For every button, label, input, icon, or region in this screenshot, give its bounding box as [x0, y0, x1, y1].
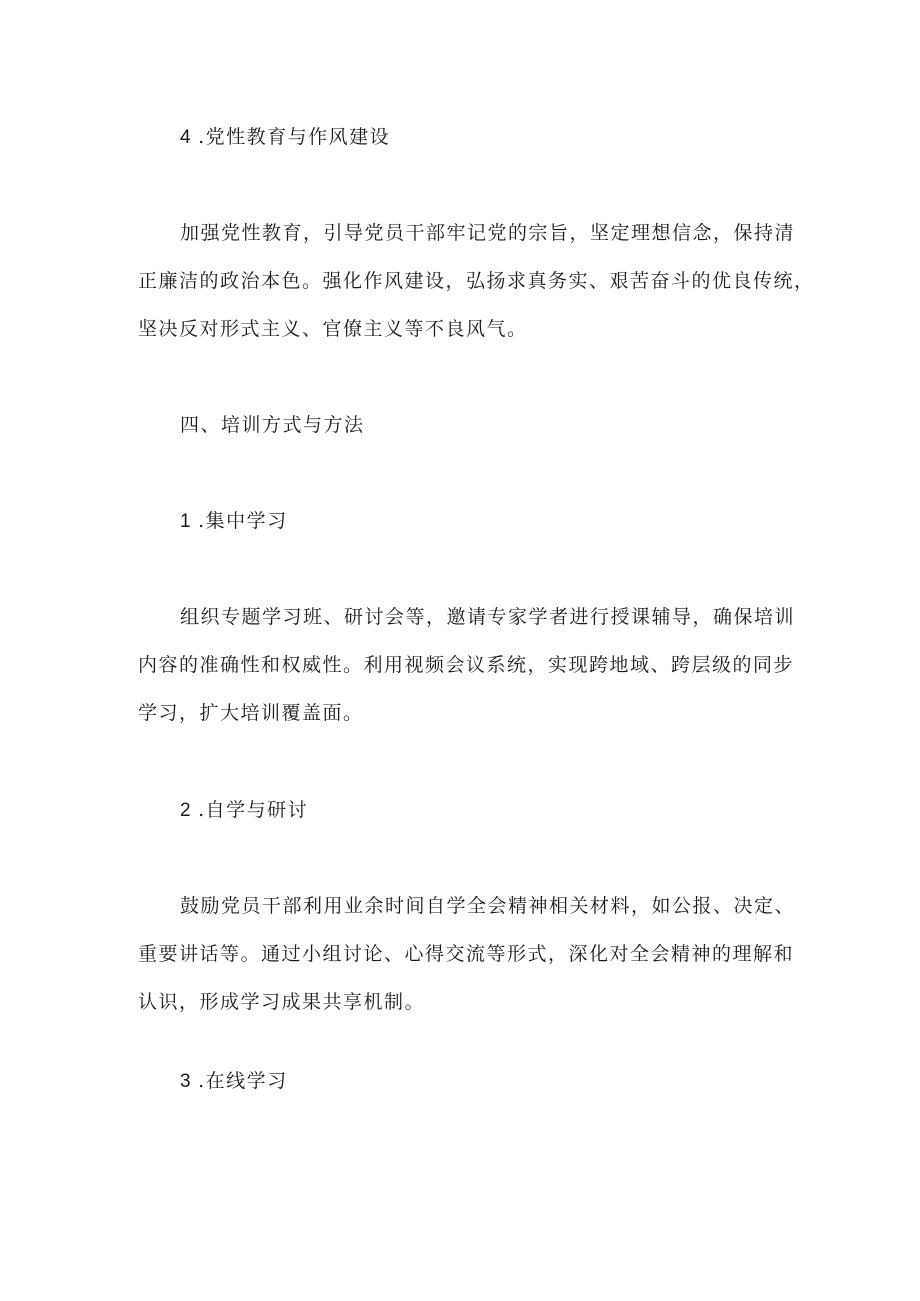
heading-text: .集中学习: [198, 510, 288, 532]
heading-text: .自学与研讨: [198, 799, 309, 821]
heading-number: 4: [180, 127, 191, 148]
section-heading-centralized-study: [180, 498, 830, 545]
paragraph-line: 重要讲话等。通过小组讨论、心得交流等形式，深化对全会精神的理解和: [138, 943, 795, 965]
paragraph-line: 组织专题学习班、研讨会等，邀请专家学者进行授课辅导，确保培训: [180, 606, 796, 628]
paragraph-line: 正廉洁的政治本色。强化作风建设，弘扬求真务实、艰苦奋斗的优良传统，: [138, 270, 815, 292]
heading-text: .在线学习: [198, 1070, 288, 1092]
paragraph-line: 认识，形成学习成果共享机制。: [138, 991, 426, 1013]
chapter-heading-training-methods: [180, 402, 830, 449]
heading-number: 1: [180, 511, 191, 532]
heading-text: .党性教育与作风建设: [198, 126, 391, 148]
section-heading-online-study: [180, 1058, 830, 1105]
heading-number: 2: [180, 800, 191, 821]
paragraph-line: 坚决反对形式主义、官僚主义等不良风气。: [138, 318, 528, 340]
paragraph-line: 鼓励党员干部利用业余时间自学全会精神相关材料，如公报、决定、: [180, 895, 796, 917]
section-heading-self-study: [180, 787, 830, 834]
paragraph-line: 学习，扩大培训覆盖面。: [138, 702, 364, 724]
paragraph-line: 加强党性教育，引导党员干部牢记党的宗旨，坚定理想信念，保持清: [180, 222, 796, 244]
section-heading-party-education: [180, 114, 830, 161]
paragraph-line: 内容的准确性和权威性。利用视频会议系统，实现跨地域、跨层级的同步: [138, 654, 795, 676]
heading-number: 3: [180, 1071, 191, 1092]
heading-text: 四、培训方式与方法: [180, 414, 365, 436]
